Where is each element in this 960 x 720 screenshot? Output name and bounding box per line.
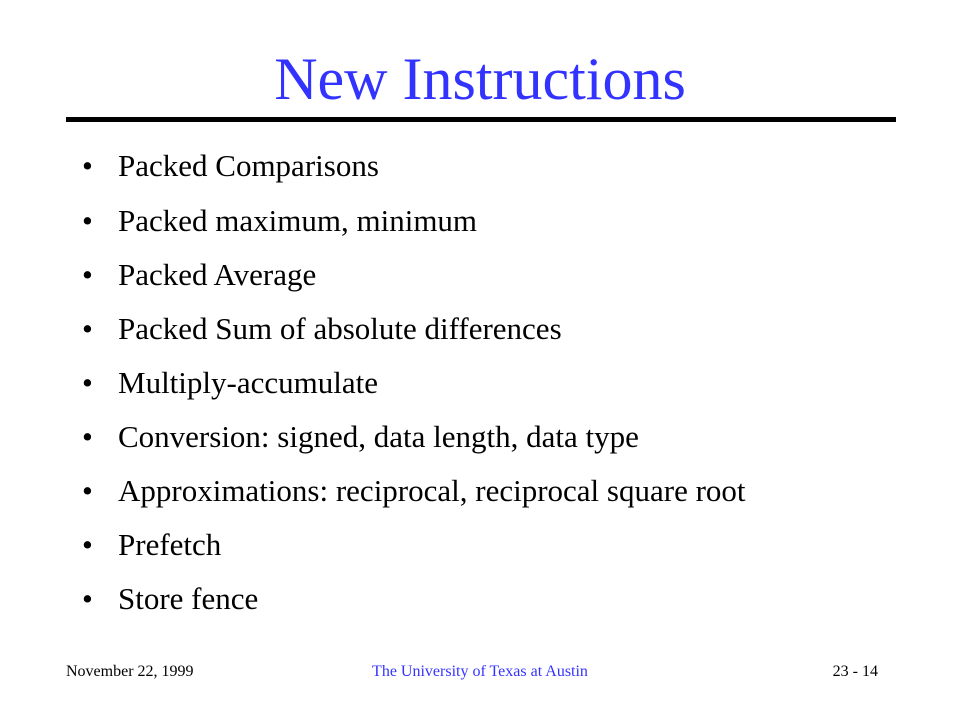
bullet-marker: •	[82, 581, 93, 616]
bullet-item	[82, 307, 562, 351]
bullet-marker: •	[82, 419, 93, 454]
title-divider	[66, 117, 896, 122]
bullet-text: Store fence	[118, 581, 259, 616]
footer-date: November 22, 1999	[66, 663, 194, 680]
bullet-marker: •	[82, 311, 93, 346]
bullet-item	[82, 577, 258, 621]
bullet-item	[82, 144, 379, 188]
bullet-item	[82, 523, 221, 567]
footer-page-number: 23 - 14	[832, 663, 878, 680]
footer-institution: The University of Texas at Austin	[372, 663, 588, 680]
bullet-text: Packed Average	[118, 257, 317, 292]
bullet-marker: •	[82, 203, 93, 238]
bullet-item	[82, 199, 477, 243]
bullet-text: Multiply-accumulate	[118, 365, 378, 400]
bullet-item	[82, 253, 316, 297]
bullet-text: Packed Sum of absolute differences	[118, 311, 562, 346]
bullet-marker: •	[82, 257, 93, 292]
bullet-marker: •	[82, 148, 93, 183]
bullet-text: Packed Comparisons	[118, 148, 379, 183]
bullet-text: Packed maximum, minimum	[118, 203, 478, 238]
bullet-marker: •	[82, 473, 93, 508]
bullet-item	[82, 469, 746, 513]
bullet-text: Prefetch	[118, 527, 222, 562]
bullet-item	[82, 361, 378, 405]
bullet-marker: •	[82, 527, 93, 562]
bullet-item	[82, 415, 639, 459]
bullet-marker: •	[82, 365, 93, 400]
bullet-text: Conversion: signed, data length, data type	[118, 419, 639, 454]
slide-title: New Instructions	[274, 46, 686, 112]
bullet-text: Approximations: reciprocal, reciprocal square root	[118, 473, 746, 508]
